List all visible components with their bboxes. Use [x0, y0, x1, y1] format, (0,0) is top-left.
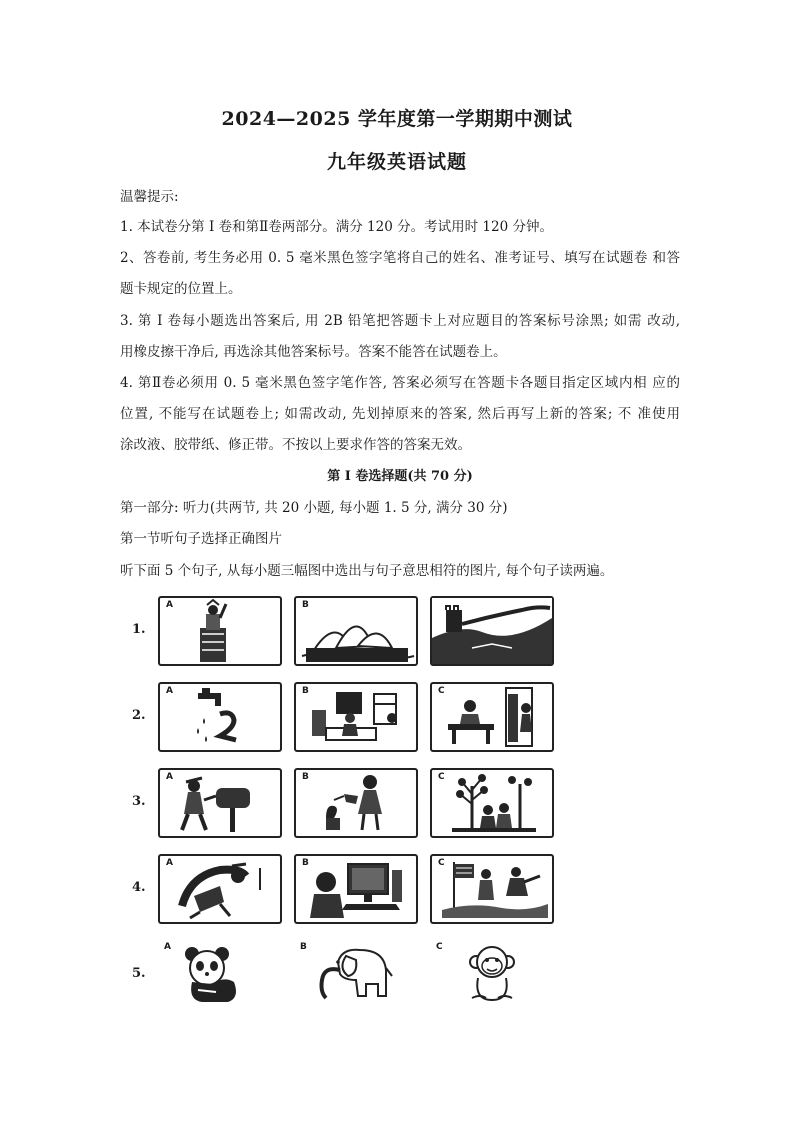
- planting-trees-icon: [432, 770, 552, 836]
- person-at-desk-door-icon: [432, 684, 552, 750]
- boy-computer-icon: [296, 856, 416, 922]
- instruction-text: 听下面 5 个句子, 从每小题三幅图中选出与句子意思相符的图片, 每个句子读两遍。: [120, 563, 614, 579]
- exam-subtitle: 九年级英语试题: [326, 151, 467, 173]
- notice-item-3-line-1: 3. 第 I 卷每小题选出答案后, 用 2B 铅笔把答题卡上对应题目的答案标号涂黑; 如需 改动,: [120, 313, 680, 329]
- picture-questions: [118, 590, 568, 1018]
- question-number: 5.: [132, 966, 146, 981]
- exam-title: 2024—2025 学年度第一学期期中测试: [221, 108, 573, 130]
- notice-item-4-line-1: 4. 第Ⅱ卷必须用 0. 5 毫米黑色签字笔作答, 答案必须写在答题卡各题目指定区域内相 应的: [120, 375, 680, 391]
- option-2a[interactable]: A: [158, 682, 282, 752]
- option-4c[interactable]: C: [430, 854, 554, 924]
- option-3a[interactable]: A: [158, 768, 282, 838]
- question-number: 2.: [132, 708, 146, 723]
- notice-item-2-line-2: 题卡规定的位置上。: [120, 281, 242, 297]
- person-at-computer-icon: [296, 684, 416, 750]
- elephant-icon: [294, 940, 414, 1006]
- notice-item-2-line-1: 2、答卷前, 考生务必用 0. 5 毫米黑色签字笔将自己的姓名、准考证号、填写在试题卷 和答: [120, 250, 680, 266]
- man-mailbox-icon: [160, 770, 280, 836]
- question-number: 4.: [132, 880, 146, 895]
- notice-item-3-line-2: 用橡皮擦干净后, 再选涂其他答案标号。答案不能答在试题卷上。: [120, 344, 507, 360]
- option-2b[interactable]: B: [294, 682, 418, 752]
- option-5c[interactable]: C: [430, 940, 554, 1010]
- question-number: 1.: [132, 622, 146, 637]
- part-1-heading: 第一部分: 听力(共两节, 共 20 小题, 每小题 1. 5 分, 满分 30 分): [120, 500, 508, 516]
- notice-heading: 温馨提示:: [120, 189, 179, 205]
- people-flag-icon: [432, 856, 552, 922]
- opera-house-icon: [296, 598, 416, 664]
- option-1b[interactable]: B: [294, 596, 418, 666]
- notice-item-4-line-3: 涂改液、胶带纸、修正带。不按以上要求作答的答案无效。: [120, 437, 471, 453]
- notice-item-4-line-2: 位置, 不能写在试题卷上; 如需改动, 先划掉原来的答案, 然后再写上新的答案; 不 准使用: [120, 406, 680, 422]
- option-4a[interactable]: A: [158, 854, 282, 924]
- statue-of-liberty-icon: [160, 598, 280, 664]
- option-1c[interactable]: [430, 596, 554, 666]
- option-3c[interactable]: C: [430, 768, 554, 838]
- notice-item-1: 1. 本试卷分第 I 卷和第Ⅱ卷两部分。满分 120 分。考试用时 120 分钟。: [120, 219, 553, 235]
- option-5b[interactable]: B: [294, 940, 418, 1010]
- great-wall-icon: [432, 598, 552, 664]
- panda-icon: [158, 940, 278, 1006]
- section-1-heading: 第一节听句子选择正确图片: [120, 531, 282, 547]
- question-number: 3.: [132, 794, 146, 809]
- dripping-tap-icon: [160, 684, 280, 750]
- option-3b[interactable]: B: [294, 768, 418, 838]
- option-4b[interactable]: B: [294, 854, 418, 924]
- part-title: 第 I 卷选择题(共 70 分): [327, 469, 473, 484]
- option-2c[interactable]: C: [430, 682, 554, 752]
- option-1a[interactable]: A: [158, 596, 282, 666]
- option-5a[interactable]: A: [158, 940, 282, 1010]
- monkey-icon: [430, 940, 550, 1006]
- man-sweeping-icon: [160, 856, 280, 922]
- girl-watering-plant-icon: [296, 770, 416, 836]
